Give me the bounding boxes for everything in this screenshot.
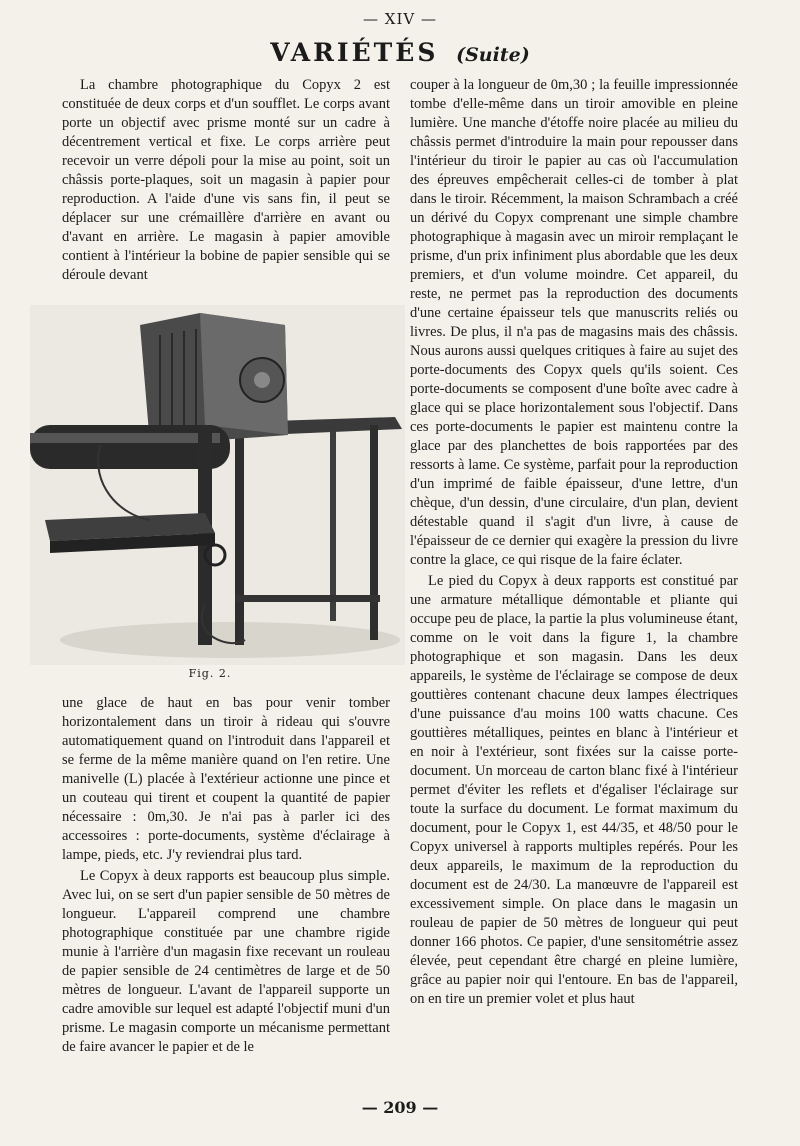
figure-copyx-apparatus (30, 305, 405, 665)
page-number: — 209 — (361, 1098, 439, 1117)
heading-subtitle: (Suite) (456, 44, 530, 66)
left-column-top (62, 76, 390, 300)
heading-title: VARIÉTÉS (270, 38, 439, 67)
photo-illustration (30, 305, 405, 665)
paragraph: Le pied du Copyx à deux rapports est constitué par une armature métallique démontable et pliante qui occupe peu de place, la partie la plus volumineuse étant, comme on le voit dans la figure 1, la chambre photographique et son magasin. Dans les deux appareils, le système de l'éclairage se compose de deux gouttières contenant chacune deux lampes électriques d'une puissance d'au moins 100 watts chacune. Ces gouttières métalliques, peintes en blanc à l'intérieur et en noir à l'extérieur, sont fixées sur la caisse porte-document. Un morceau de carton blanc fixé à l'intérieur permet d'éviter les reflets et d'égaliser l'éclairage sur toute la surface du document. Le format maximum du document, pour le Copyx 1, est 44/35, et 48/50 pour le Copyx universel à rapports multiples repérés. Pour les deux appareils, le maximum de la reproduction du document est de 24/30. La manœuvre de l'appareil est excessivement simple. On place dans le magasin un rouleau de papier de 50 mètres de longueur qui peut donner 166 photos. Ce papier, d'une sensitométrie assez élevée, peut cependant être chargé en pleine lumière, grâce au papier noir qui l'entoure. En bas de l'appareil, on en tire un premier volet et plus haut (410, 573, 738, 1007)
figure-caption: Fig. 2. (188, 667, 232, 680)
left-column-bottom (62, 694, 390, 1092)
right-column (410, 76, 738, 1092)
paragraph: Le Copyx à deux rapports est beaucoup plus simple. Avec lui, on se sert d'un papier sensible de 50 mètres de longueur. L'appareil comprend une chambre photographique constituée par une chambre rigide munie à l'arrière d'un magasin fixe recevant un rouleau de papier sensible de 24 centimètres de large et de 50 mètres de longueur. L'avant de l'appareil supporte un cadre amovible sur lequel est adapté l'objectif muni d'un prisme. Le magasin comporte un mécanisme permettant de faire avancer le papier et de le (62, 868, 390, 1055)
paragraph: une glace de haut en bas pour venir tomber horizontalement dans un tiroir à rideau qui s'ouvre automatiquement quand on l'introduit dans l'appareil et se ferme de la même manière quand on l'en retire. Une manivelle (L) placée à l'extérieur actionne une pince et un couteau qui tirent et coupent la quantité de papier nécessaire : 0m,30. Je n'ai pas à parler ici des accessoires : porte-documents, système d'éclairage à lampe, pieds, etc. J'y reviendrai plus tard. (62, 695, 390, 863)
section-heading (0, 38, 800, 67)
page-number-roman: — XIV — (363, 10, 437, 28)
paragraph: La chambre photographique du Copyx 2 est constituée de deux corps et d'un soufflet. Le corps avant porte un objectif avec prisme monté sur un cadre à décentrement vertical et fixe. Le corps arrière peut recevoir un verre dépoli pour la mise au point, soit un châssis porte-plaques, soit un magasin à papier pour reproduction. A l'aide d'une vis sans fin, il peut se déplacer sur une crémaillère d'arrière en avant ou d'avant en arrière. Le magasin à papier amovible contient à l'intérieur la bobine de papier sensible qui se déroule devant (62, 77, 390, 283)
paragraph: couper à la longueur de 0m,30 ; la feuille impressionnée tombe d'elle-même dans un tiroir amovible en pleine lumière. Une manche d'étoffe noire placée au milieu du châssis permet d'introduire la main pour repousser dans l'intérieur du tiroir le papier au cas où l'accumulation des épreuves empêcherait celles-ci de tomber à plat dans le tiroir. Récemment, la maison Schrambach a créé un dérivé du Copyx comprenant une simple chambre photographique à magasin avec un miroir remplaçant le prisme, d'un prix infiniment plus abordable que les deux premiers, et d'un volume moindre. Cet appareil, du reste, ne permet pas la reproduction des documents d'une certaine épaisseur tels que manuscrits reliés ou livres. De plus, il n'a pas de magasins mais des châssis. Nous aurons aussi quelques critiques à faire au sujet des porte-documents des Copyx quels qu'ils soient. Ces porte-documents se composent d'une boîte avec cadre à glace qui se place horizontalement sous l'objectif. Dans ces porte-documents le papier est maintenu contre la glace par des planchettes de bois rapportées par des ressorts à lame. Ce système, parfait pour la reproduction d'un imprimé de faible épaisseur, d'une lettre, d'un chèque, d'un dessin, d'une circulaire, d'un plan, devient détestable quand il s'agit d'un livre, à cause de l'épaisseur de ce dernier qui exagère la pression du livre contre la glace, ce qui risque de la faire éclater. (410, 77, 738, 568)
